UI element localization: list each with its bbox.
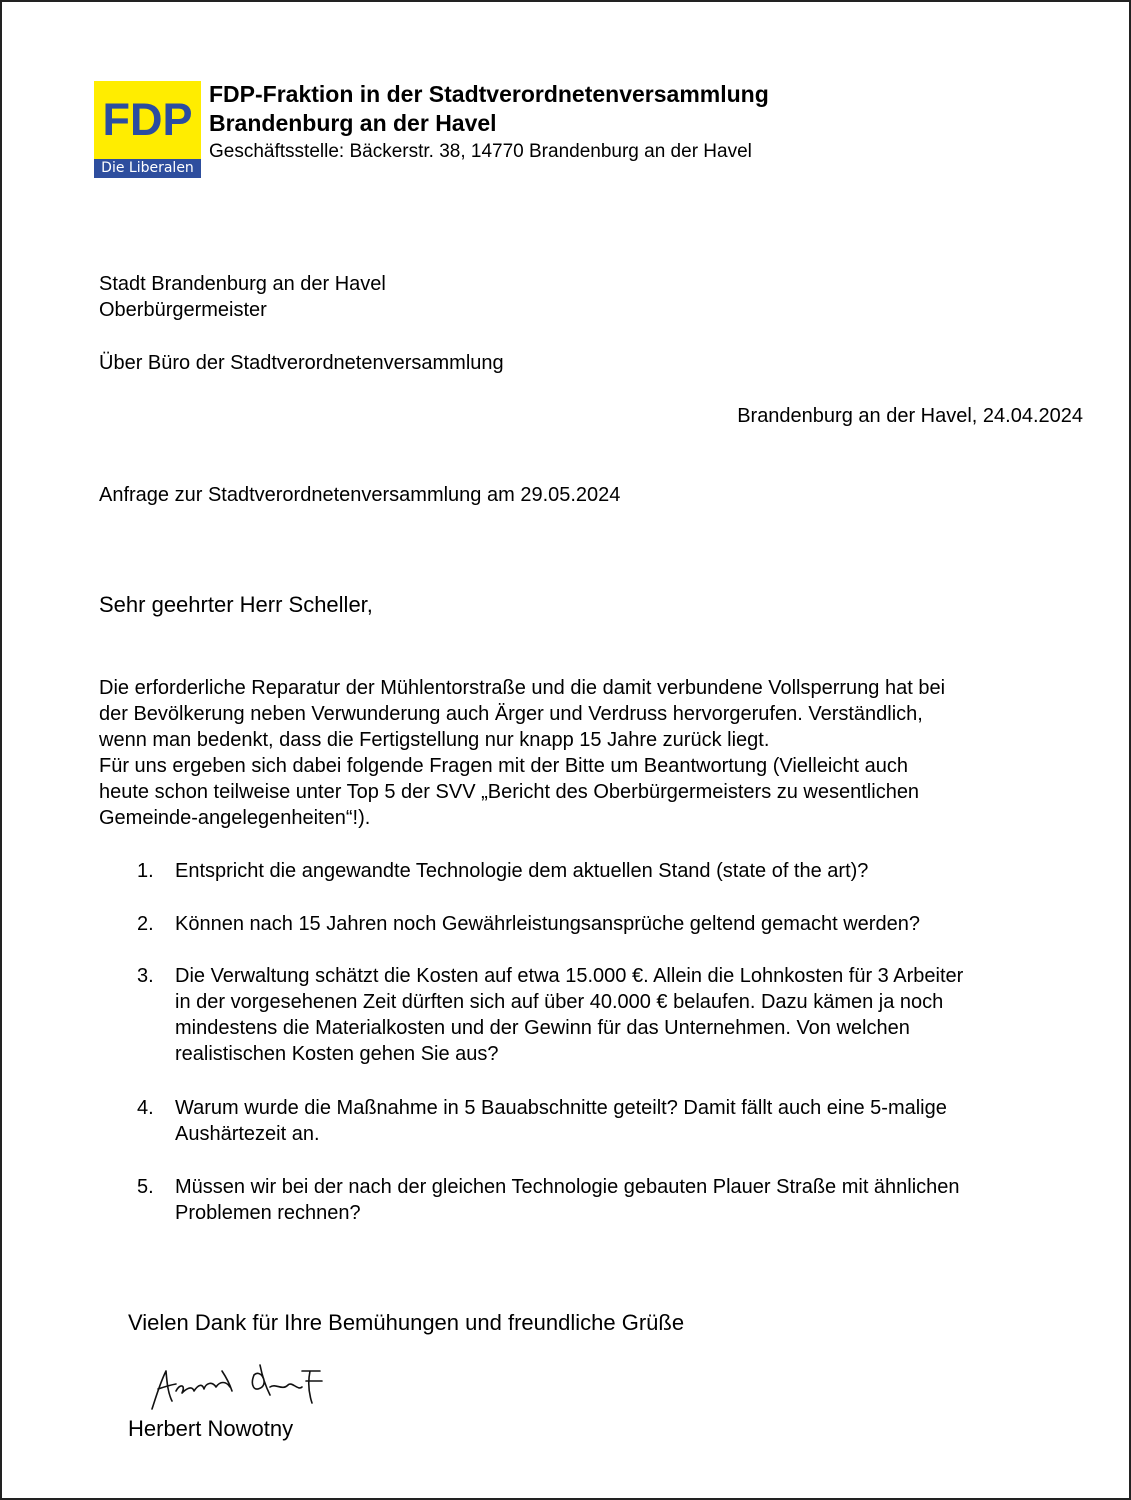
question-item-2 [137, 911, 1097, 937]
recipient-via: Über Büro der Stadtverordnetenversammlung [99, 352, 504, 374]
subject-line: Anfrage zur Stadtverordnetenversammlung am 29.05.2024 [99, 484, 621, 506]
body-line: der Bevölkerung neben Verwunderung auch Ärger und Verdruss hervorgerufen. Verständlich, [99, 703, 923, 725]
question-item-3 [137, 963, 1097, 1067]
logo-wordmark-box [94, 81, 201, 159]
question-line: Problemen rechnen? [175, 1202, 361, 1224]
question-number: 3. [137, 965, 154, 987]
question-line: Die Verwaltung schätzt die Kosten auf etwa 15.000 €. Allein die Lohnkosten für 3 Arbeiter [175, 965, 964, 987]
question-line: mindestens die Materialkosten und der Gewinn für das Unternehmen. Von welchen [175, 1017, 910, 1039]
body-line: Die erforderliche Reparatur der Mühlentorstraße und die damit verbundene Vollsperrung hat bei [99, 677, 946, 699]
letterhead-city: Brandenburg an der Havel [209, 110, 497, 136]
question-item-5 [137, 1174, 1097, 1226]
question-number: 2. [137, 913, 154, 935]
signer-name: Herbert Nowotny [128, 1416, 294, 1441]
logo-wordmark: FDP [102, 94, 193, 145]
logo-tagline: Die Liberalen [101, 160, 194, 176]
fdp-logo [94, 81, 201, 178]
question-line: Können nach 15 Jahren noch Gewährleistungsansprüche geltend gemacht werden? [175, 913, 920, 935]
question-number: 5. [137, 1176, 154, 1198]
question-line: in der vorgesehenen Zeit dürften sich auf über 40.000 € belaufen. Dazu kämen ja noch [175, 991, 944, 1013]
body-line: heute schon teilweise unter Top 5 der SVV „Bericht des Oberbürgermeisters zu wesentlichen [99, 781, 920, 803]
question-line: Aushärtezeit an. [175, 1123, 320, 1145]
recipient-line-1: Stadt Brandenburg an der Havel [99, 273, 386, 295]
question-number: 4. [137, 1097, 154, 1119]
question-line: Entspricht die angewandte Technologie dem aktuellen Stand (state of the art)? [175, 860, 869, 882]
question-item-1 [137, 858, 1097, 884]
date-line: Brandenburg an der Havel, 24.04.2024 [737, 405, 1083, 427]
question-line: Müssen wir bei der nach der gleichen Technologie gebauten Plauer Straße mit ähnlichen [175, 1176, 960, 1198]
question-number: 1. [137, 860, 154, 882]
logo-tagline-box [94, 159, 201, 178]
handwritten-signature [142, 1357, 332, 1417]
body-line: wenn man bedenkt, dass die Fertigstellung nur knapp 15 Jahre zurück liegt. [99, 729, 770, 751]
letterhead [209, 80, 769, 164]
body-line: Gemeinde-angelegenheiten“!). [99, 807, 371, 829]
letterhead-address: Geschäftsstelle: Bäckerstr. 38, 14770 Brandenburg an der Havel [209, 141, 752, 162]
question-item-4 [137, 1095, 1097, 1147]
closing-line: Vielen Dank für Ihre Bemühungen und freundliche Grüße [128, 1310, 685, 1335]
recipient-line-2: Oberbürgermeister [99, 299, 267, 321]
question-line: realistischen Kosten gehen Sie aus? [175, 1043, 499, 1065]
body-line: Für uns ergeben sich dabei folgende Fragen mit der Bitte um Beantwortung (Vielleicht auch [99, 755, 908, 777]
salutation: Sehr geehrter Herr Scheller, [99, 592, 373, 617]
letterhead-title: FDP-Fraktion in der Stadtverordnetenversammlung [209, 81, 769, 107]
question-line: Warum wurde die Maßnahme in 5 Bauabschnitte geteilt? Damit fällt auch eine 5-malige [175, 1097, 947, 1119]
